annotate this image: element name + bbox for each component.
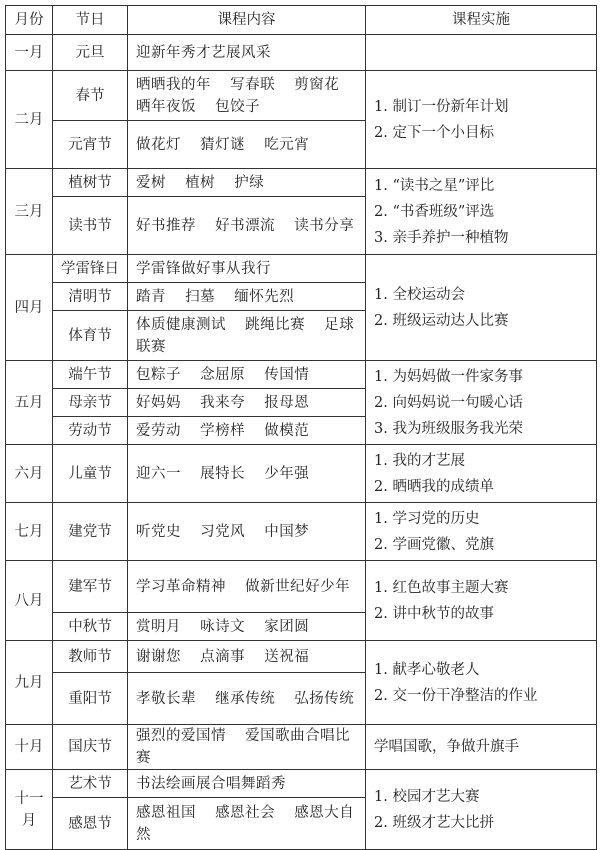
practice-item: 2. 晒晒我的成绩单 xyxy=(374,478,494,495)
festival-cell: 元旦 xyxy=(53,35,128,71)
content-cell: 好妈妈 我来夸 报母恩 xyxy=(128,389,366,417)
practice-list xyxy=(374,173,588,251)
festival-cell: 端午节 xyxy=(53,361,128,389)
table-row xyxy=(6,561,597,613)
practice-item: 1. 红色故事主题大赛 xyxy=(374,579,509,596)
content-cell: 强烈的爱国情 爱国歌曲合唱比赛 xyxy=(128,725,366,770)
table-row xyxy=(6,445,597,503)
practice-list xyxy=(374,575,588,627)
practice-cell xyxy=(366,561,597,641)
festival-cell: 中秋节 xyxy=(53,613,128,641)
table-body xyxy=(6,35,597,850)
practice-item: 2. “书香班级”评选 xyxy=(374,203,495,220)
content-cell: 爱树 植树 护绿 xyxy=(128,169,366,197)
practice-cell xyxy=(366,445,597,503)
festival-cell: 清明节 xyxy=(53,283,128,311)
practice-list xyxy=(374,657,588,709)
practice-item: 2. 学画党徽、党旗 xyxy=(374,536,494,553)
table-row xyxy=(6,725,597,770)
header-content: 课程内容 xyxy=(128,6,366,35)
month-cell: 八月 xyxy=(6,561,53,641)
practice-list xyxy=(374,506,588,558)
practice-item: 1. 学习党的历史 xyxy=(374,510,480,527)
practice-item: 2. 班级运动达人比赛 xyxy=(374,312,509,329)
content-cell: 晒晒我的年 写春联 剪窗花 晒年夜饭 包饺子 xyxy=(128,71,366,121)
practice-cell xyxy=(366,71,597,169)
table-row xyxy=(6,35,597,71)
practice-item: 1. 制订一份新年计划 xyxy=(374,98,509,115)
practice-item: 1. “读书之星”评比 xyxy=(374,177,495,194)
content-cell: 爱劳动 学榜样 做模范 xyxy=(128,417,366,445)
table-row xyxy=(6,503,597,561)
practice-cell xyxy=(366,169,597,255)
practice-cell xyxy=(366,503,597,561)
festival-cell: 儿童节 xyxy=(53,445,128,503)
month-cell: 六月 xyxy=(6,445,53,503)
festival-cell: 劳动节 xyxy=(53,417,128,445)
practice-item: 1. 献孝心敬老人 xyxy=(374,661,480,678)
month-cell: 五月 xyxy=(6,361,53,445)
header-festival: 节日 xyxy=(53,6,128,35)
content-cell: 好书推荐 好书漂流 读书分享 xyxy=(128,197,366,255)
practice-list xyxy=(374,282,588,334)
month-cell: 三月 xyxy=(6,169,53,255)
festival-cell: 艺术节 xyxy=(53,770,128,798)
table-row xyxy=(6,641,597,673)
table-row xyxy=(6,770,597,798)
practice-cell xyxy=(366,725,597,770)
practice-item: 学唱国歌，争做升旗手 xyxy=(374,739,519,755)
header-row xyxy=(6,6,597,35)
content-cell: 迎六一 展特长 少年强 xyxy=(128,445,366,503)
practice-list xyxy=(374,448,588,500)
practice-list xyxy=(374,734,588,760)
content-cell: 谢谢您 点滴事 送祝福 xyxy=(128,641,366,673)
festival-cell: 建党节 xyxy=(53,503,128,561)
practice-cell xyxy=(366,255,597,361)
content-cell: 孝敬长辈 继承传统 弘扬传统 xyxy=(128,673,366,725)
table-row xyxy=(6,255,597,283)
table-row xyxy=(6,361,597,389)
month-cell: 九月 xyxy=(6,641,53,725)
month-cell: 十月 xyxy=(6,725,53,770)
month-cell: 一月 xyxy=(6,35,53,71)
practice-item: 2. 向妈妈说一句暖心话 xyxy=(374,394,523,411)
curriculum-table xyxy=(5,5,597,850)
month-cell: 十一月 xyxy=(6,770,53,850)
practice-list xyxy=(374,784,588,836)
festival-cell: 母亲节 xyxy=(53,389,128,417)
festival-cell: 读书节 xyxy=(53,197,128,255)
festival-cell: 植树节 xyxy=(53,169,128,197)
festival-cell: 体育节 xyxy=(53,311,128,361)
month-cell: 四月 xyxy=(6,255,53,361)
practice-item: 3. 我为班级服务我光荣 xyxy=(374,420,523,437)
content-cell: 感恩祖国 感恩社会 感恩大自然 xyxy=(128,798,366,850)
festival-cell: 教师节 xyxy=(53,641,128,673)
practice-cell xyxy=(366,361,597,445)
practice-item: 3. 亲手养护一种植物 xyxy=(374,229,509,246)
practice-item: 2. 讲中秋节的故事 xyxy=(374,605,494,622)
festival-cell: 春节 xyxy=(53,71,128,121)
content-cell: 书法绘画展合唱舞蹈秀 xyxy=(128,770,366,798)
festival-cell: 感恩节 xyxy=(53,798,128,850)
festival-cell: 元宵节 xyxy=(53,121,128,169)
practice-item: 1. 我的才艺展 xyxy=(374,452,465,469)
festival-cell: 重阳节 xyxy=(53,673,128,725)
festival-cell: 学雷锋日 xyxy=(53,255,128,283)
header-practice: 课程实施 xyxy=(366,6,597,35)
practice-item: 1. 全校运动会 xyxy=(374,286,465,303)
content-cell: 赏明月 咏诗文 家团圆 xyxy=(128,613,366,641)
table-row xyxy=(6,71,597,121)
content-cell: 做花灯 猜灯谜 吃元宵 xyxy=(128,121,366,169)
month-cell: 二月 xyxy=(6,71,53,169)
practice-list xyxy=(374,94,588,146)
practice-cell xyxy=(366,35,597,71)
practice-item: 2. 交一份干净整洁的作业 xyxy=(374,687,538,704)
content-cell: 听党史 习党风 中国梦 xyxy=(128,503,366,561)
practice-item: 1. 校园才艺大赛 xyxy=(374,788,480,805)
content-cell: 包粽子 念屈原 传国情 xyxy=(128,361,366,389)
practice-list xyxy=(374,364,588,442)
practice-item: 2. 班级才艺大比拼 xyxy=(374,814,494,831)
content-cell: 迎新年秀才艺展风采 xyxy=(128,35,366,71)
table-row xyxy=(6,169,597,197)
content-cell: 学雷锋做好事从我行 xyxy=(128,255,366,283)
month-cell: 七月 xyxy=(6,503,53,561)
practice-cell xyxy=(366,641,597,725)
practice-item: 2. 定下一个小目标 xyxy=(374,124,494,141)
festival-cell: 国庆节 xyxy=(53,725,128,770)
content-cell: 学习革命精神 做新世纪好少年 xyxy=(128,561,366,613)
festival-cell: 建军节 xyxy=(53,561,128,613)
content-cell: 体质健康测试 跳绳比赛 足球联赛 xyxy=(128,311,366,361)
practice-item: 1. 为妈妈做一件家务事 xyxy=(374,368,523,385)
content-cell: 踏青 扫墓 缅怀先烈 xyxy=(128,283,366,311)
practice-cell xyxy=(366,770,597,850)
header-month: 月份 xyxy=(6,6,53,35)
